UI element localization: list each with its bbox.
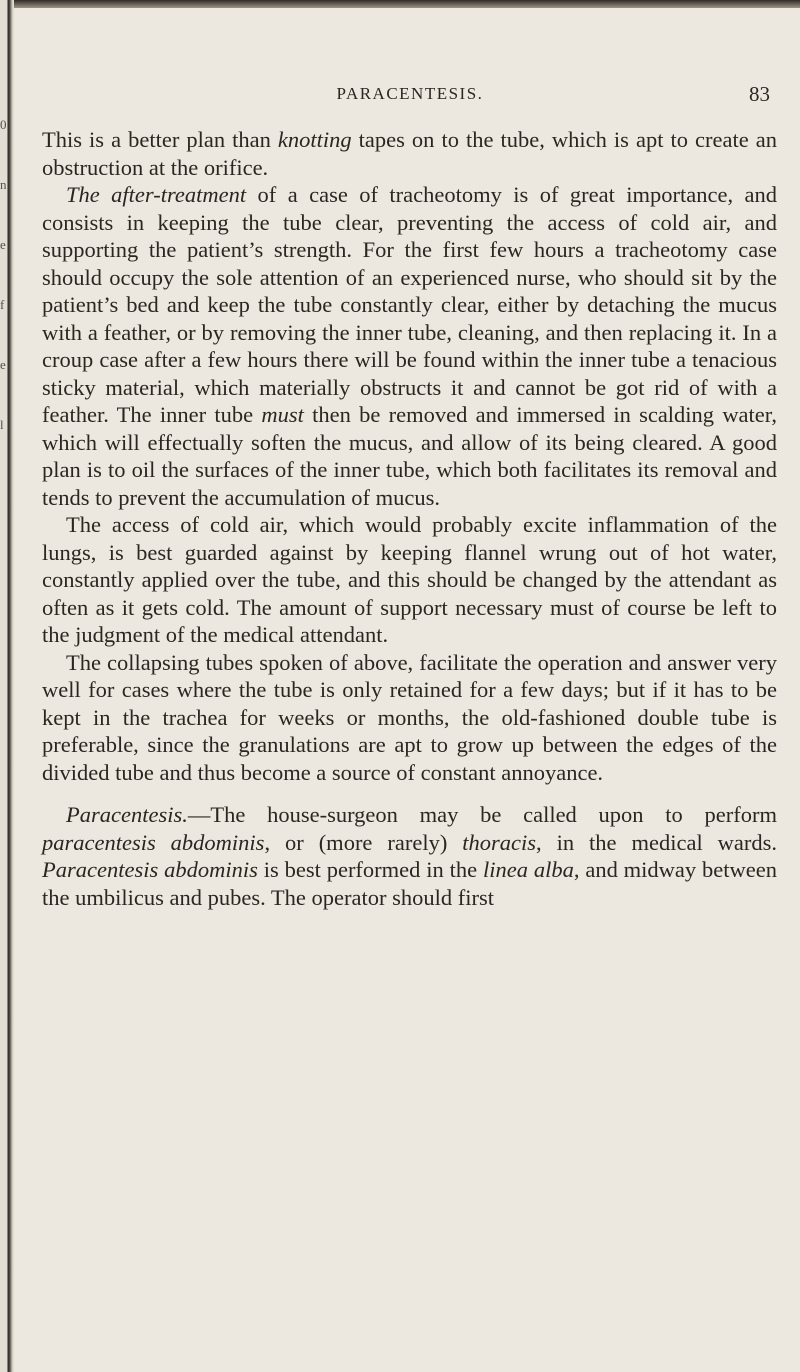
margin-letters: 0 n e f e l	[0, 117, 7, 432]
text-span: , or (more rarely)	[264, 829, 463, 855]
italic-text: linea alba	[482, 857, 574, 882]
section-heading: Paracentesis.	[66, 802, 188, 827]
italic-text: knotting	[277, 127, 352, 152]
text-span: , and midway between the umbilicus and pubes. The operator should first	[42, 857, 777, 910]
page-header	[40, 84, 780, 110]
paragraph-5	[42, 801, 777, 911]
text-span: then be removed and immersed in scalding water, which will effectually soften the mucus, and allow of its being cleared. A good plan is to oil the surfaces of the inner tube, which both facilitates its removal and tends to prevent the accumulation of mucus.	[42, 402, 778, 510]
italic-text: must	[261, 402, 304, 427]
text-span: This is a better plan than	[42, 127, 278, 152]
paragraph-2	[42, 181, 777, 511]
text-span: of a case of tracheotomy is of great importance, and consists in keeping the tube clear, preventing the access of cold air, and supporting the patient’s strength. For the first few hours a tracheotomy case should occupy the sole attention of an experienced nurse, who should sit by the patient’s bed and keep the tube constantly clear, either by detaching the mucus with a feather, or by removing the inner tube, cleaning, and then replacing it. In a croup case after a few hours there will be found within the inner tube a tenacious sticky material, which materially obstructs it and cannot be got rid of with a feather. The inner tube	[42, 182, 777, 427]
italic-text: Paracentesis abdominis	[42, 857, 258, 882]
text-span: is best performed in the	[257, 857, 483, 882]
italic-text: thoracis	[462, 829, 537, 855]
paragraph-1	[42, 126, 777, 181]
body-text	[42, 126, 777, 911]
page-number: 83	[749, 82, 770, 106]
text-span: tapes on to the tube, which is apt to create an obstruction at the orifice.	[42, 127, 777, 180]
paragraph-4: The collapsing tubes spoken of above, facilitate the operation and answer very well for cases where the tube is only retained for a few days; but if it has to be kept in the trachea for weeks or months, the old-fashioned double tube is preferable, since the granulations are apt to grow up between the edges of the divided tube and thus become a source of constant annoyance.	[42, 649, 777, 785]
italic-text: paracentesis abdominis	[42, 829, 265, 855]
page-top-shadow	[0, 0, 800, 8]
running-head: PARACENTESIS.	[336, 84, 484, 103]
italic-text: The after-treatment	[66, 182, 247, 207]
text-span: , in the medical wards.	[536, 829, 777, 855]
text-span: —The house-surgeon may be called upon to perform	[187, 802, 777, 827]
paragraph-3: The access of cold air, which would probably excite inflammation of the lungs, is best guarded against by keeping flannel wrung out of hot water, constantly applied over the tube, and this should be changed by the attendant as often as it gets cold. The amount of support necessary must of course be left to the judgment of the medical attendant.	[42, 512, 777, 647]
